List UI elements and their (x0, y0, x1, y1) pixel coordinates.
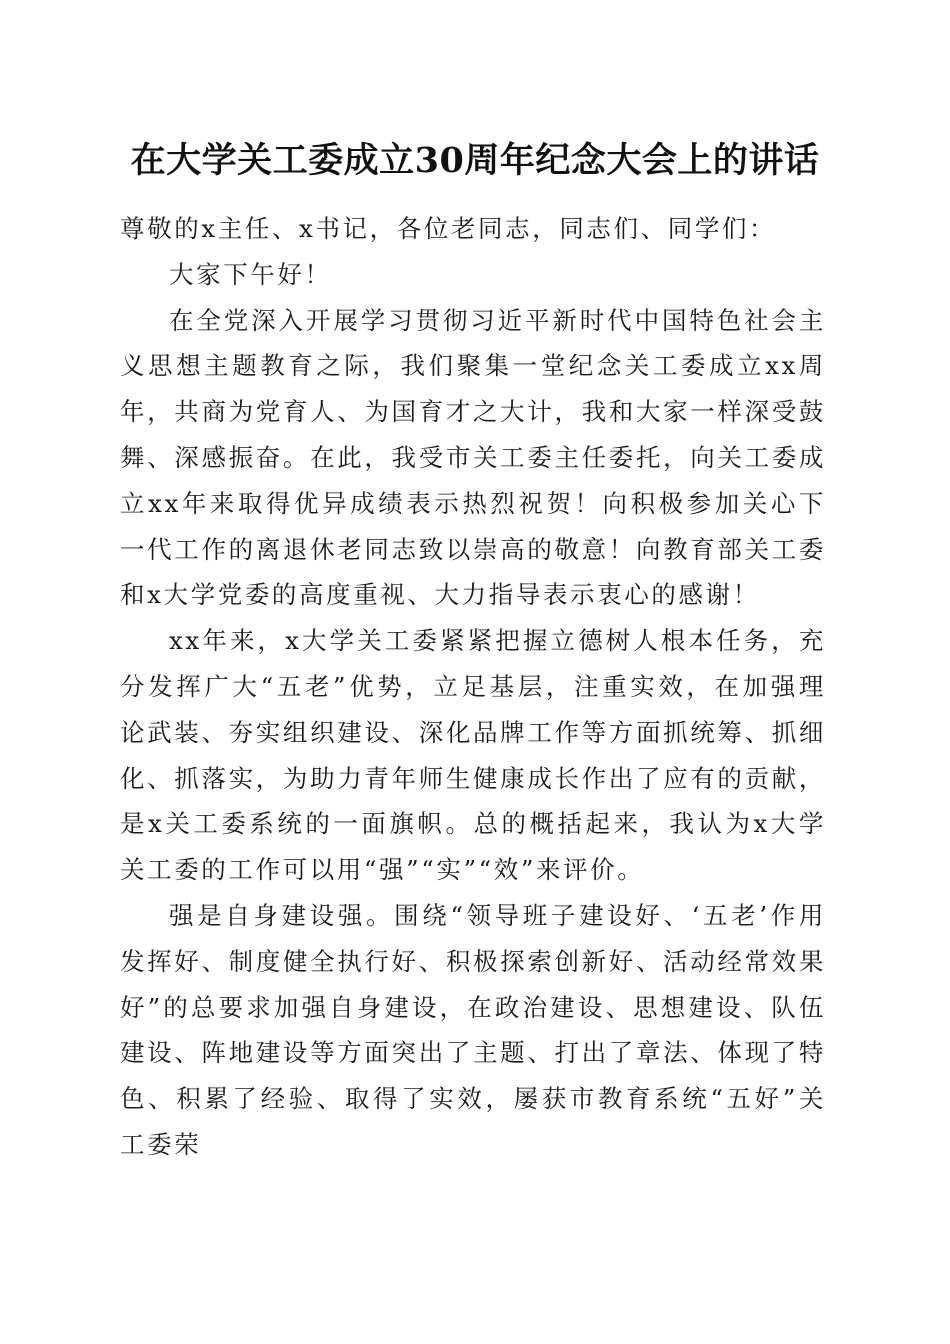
document-title: 在大学关工委成立30周年纪念大会上的讲话 (130, 140, 820, 181)
paragraph-strength: 强是自身建设强。围绕“领导班子建设好、‘五老’作用发挥好、制度健全执行好、积极探索创新好、活动经常效果好”的总要求加强自身建设，在政治建设、思想建设、队伍建设、阵地建设等方面突出了主题、打出了章法、体现了特色、积累了经验、取得了实效，屡获市教育系统“五好”关工委荣 (120, 900, 826, 1159)
paragraph-greeting: 大家下午好！ (169, 259, 332, 289)
salutation: 尊敬的x主任、x书记，各位老同志，同志们、同学们： (120, 214, 777, 243)
document-body (120, 206, 826, 1168)
paragraph-achievements: xx年来，x大学关工委紧紧把握立德树人根本任务，充分发挥广大“五老”优势，立足基层，注重实效，在加强理论武装、夯实组织建设、深化品牌工作等方面抓统筹、抓细化、抓落实，为助力青年师生健康成长作出了应有的贡献，是x关工委系统的一面旗帜。总的概括起来，我认为x大学关工委的工作可以用“强”“实”“效”来评价。 (120, 626, 826, 885)
paragraph-opening: 在全党深入开展学习贯彻习近平新时代中国特色社会主义思想主题教育之际，我们聚集一堂纪念关工委成立xx周年，共商为党育人、为国育才之大计，我和大家一样深受鼓舞、深感振奋。在此，我受市关工委主任委托，向关工委成立xx年来取得优异成绩表示热烈祝贺！向积极参加关心下一代工作的离退休老同志致以崇高的敬意！向教育部关工委和x大学党委的高度重视、大力指导表示衷心的感谢！ (120, 305, 826, 610)
